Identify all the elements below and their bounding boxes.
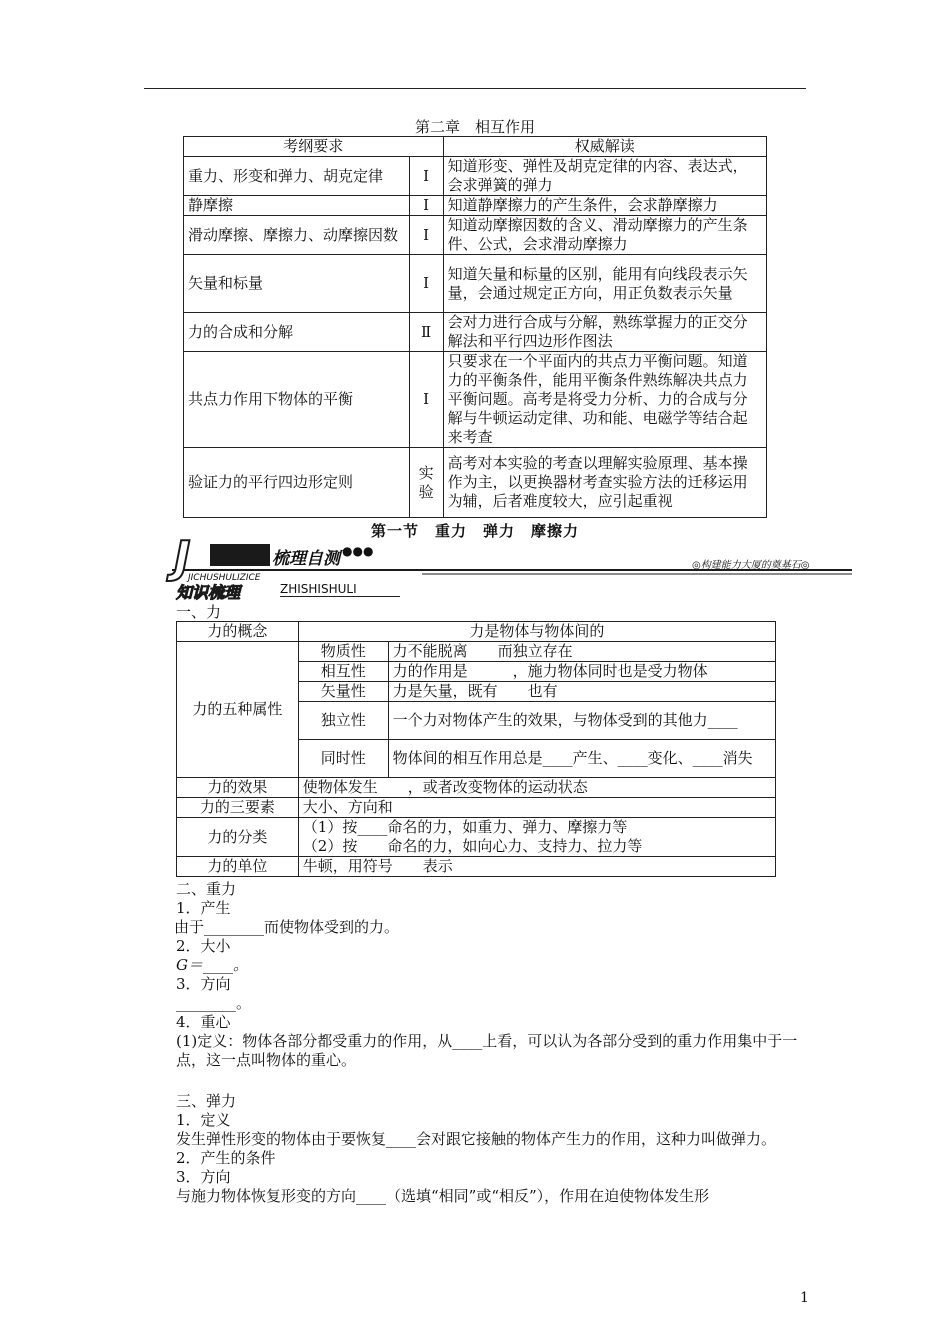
chapter-title: 第二章 相互作用 [414, 118, 535, 136]
section-banner [172, 532, 852, 602]
outline-topic: 力的合成和分解 [184, 313, 410, 352]
outline-note: 高考对本实验的考查以理解实验原理、基本操作为主，以更换器材考查实验方法的迁移运用为辅，后者难度较大，应引起重视 [443, 448, 766, 518]
gravity-item-label: 2．大小 [176, 937, 231, 955]
gravity-item-label: 1．产生 [176, 899, 231, 917]
attribute-text: 物体间的相互作用总是____产生、____变化、____消失 [388, 740, 775, 778]
attribute-name: 独立性 [298, 702, 388, 740]
table-row [177, 622, 776, 642]
gravity-item-text: ________。 [176, 994, 252, 1012]
attribute-text: 力是矢量，既有 也有 [388, 682, 775, 702]
outline-topic: 矢量和标量 [184, 255, 410, 313]
outline-topic: 共点力作用下物体的平衡 [184, 352, 410, 448]
elastic-item-text: 发生弹性形变的物体由于要恢复____会对跟它接触的物体产生力的作用，这种力叫做弹力。 [176, 1130, 777, 1148]
force-elements-label: 力的三要素 [177, 798, 299, 818]
outline-topic: 验证力的平行四边形定则 [184, 448, 410, 518]
force-table [176, 621, 776, 877]
force-classify-text [298, 818, 775, 857]
elastic-item-label: 1．定义 [176, 1111, 231, 1129]
outline-level: 实验 [409, 448, 443, 518]
force-concept-text: 力是物体与物体间的 [298, 622, 775, 642]
force-concept-label: 力的概念 [177, 622, 299, 642]
page-number: 1 [800, 1290, 809, 1306]
outline-note: 知道动摩擦因数的含义、滑动摩擦力的产生条件、公式，会求滑动摩擦力 [443, 216, 766, 255]
outline-note: 只要求在一个平面内的共点力平衡问题。知道力的平衡条件，能用平衡条件熟练解决共点力平衡问题。高考是将受力分析、力的合成与分解与牛顿运动定律、功和能、电磁学等结合起来考查 [443, 352, 766, 448]
gravity-item-label: 3．方向 [176, 975, 231, 993]
banner-subtitle-pinyin: ZHISHISHULI [280, 582, 400, 597]
table-row [184, 157, 767, 196]
force-classify-label: 力的分类 [177, 818, 299, 857]
gravity-item-text: (1)定义：物体各部分都受重力的作用，从____上看，可以认为各部分受到的重力作用集中于一点，这一点叫物体的重心。 [176, 1032, 798, 1069]
table-row [184, 448, 767, 518]
banner-dots: ●●● [342, 544, 374, 558]
gravity-item-text: G＝____。 [176, 956, 248, 974]
force-effect-text: 使物体发生 ，或者改变物体的运动状态 [298, 778, 775, 798]
outline-header-row [184, 137, 767, 157]
outline-topic: 滑动摩擦、摩擦力、动摩擦因数 [184, 216, 410, 255]
force-elements-text: 大小、方向和 [298, 798, 775, 818]
force-effect-label: 力的效果 [177, 778, 299, 798]
outline-header-interpretation: 权威解读 [443, 137, 766, 157]
banner-slogan: ◎构建能力大厦的奠基石◎ [692, 560, 810, 571]
classify-line: （2）按 命名的力，如向心力、支持力、拉力等 [302, 837, 643, 855]
gravity-heading: 二、重力 [176, 880, 237, 898]
table-row [184, 313, 767, 352]
gravity-item-label: 4．重心 [176, 1013, 231, 1031]
elastic-heading: 三、弹力 [176, 1092, 237, 1110]
attribute-text: 一个力对物体产生的效果，与物体受到的其他力____ [388, 702, 775, 740]
outline-header-requirements: 考纲要求 [184, 137, 444, 157]
outline-topic: 静摩擦 [184, 196, 410, 216]
outline-note: 知道矢量和标量的区别，能用有向线段表示矢量，会通过规定正方向，用正负数表示矢量 [443, 255, 766, 313]
outline-level: Ⅰ [409, 352, 443, 448]
gravity-item-text: 由于________而使物体受到的力。 [174, 918, 400, 936]
classify-line: （1）按____命名的力，如重力、弹力、摩擦力等 [302, 818, 628, 836]
force-attributes-label: 力的五种属性 [177, 642, 299, 778]
attribute-name: 相互性 [298, 662, 388, 682]
outline-note: 会对力进行合成与分解，熟练掌握力的正交分解法和平行四边形作图法 [443, 313, 766, 352]
gravity-section [176, 880, 806, 1070]
attribute-name: 物质性 [298, 642, 388, 662]
table-row [184, 255, 767, 313]
banner-title: 梳理自测 [272, 549, 340, 569]
attribute-text: 力不能脱离 而独立存在 [388, 642, 775, 662]
elastic-item-text: 与施力物体恢复形变的方向____（选填“相同”或“相反”），作用在迫使物体发生形 [176, 1187, 710, 1205]
table-row [177, 857, 776, 877]
outline-topic: 重力、形变和弹力、胡克定律 [184, 157, 410, 196]
attribute-name: 矢量性 [298, 682, 388, 702]
banner-pinyin: JICHUSHULIZICE [188, 573, 261, 583]
table-row [177, 818, 776, 857]
attribute-name: 同时性 [298, 740, 388, 778]
outline-table [183, 136, 767, 518]
outline-level: Ⅱ [409, 313, 443, 352]
outline-note: 知道形变、弹性及胡克定律的内容、表达式，会求弹簧的弹力 [443, 157, 766, 196]
elastic-section [176, 1092, 806, 1206]
header-rule [144, 88, 806, 89]
force-unit-label: 力的单位 [177, 857, 299, 877]
outline-level: Ⅰ [409, 157, 443, 196]
elastic-item-label: 3．方向 [176, 1168, 231, 1186]
section-title: 第一节 重力 弹力 摩擦力 [370, 522, 579, 540]
table-row [177, 778, 776, 798]
outline-level: Ⅰ [409, 216, 443, 255]
outline-note: 知道静摩擦力的产生条件，会求静摩擦力 [443, 196, 766, 216]
attribute-text: 力的作用是 ，施力物体同时也是受力物体 [388, 662, 775, 682]
table-row [177, 798, 776, 818]
outline-level: Ⅰ [409, 196, 443, 216]
banner-subtitle: 知识梳理 [176, 583, 241, 602]
force-unit-text: 牛顿，用符号 表示 [298, 857, 775, 877]
table-row [184, 216, 767, 255]
table-row [184, 196, 767, 216]
outline-level: Ⅰ [409, 255, 443, 313]
banner-big-letter: J [174, 532, 191, 583]
table-row [184, 352, 767, 448]
part1-heading: 一、力 [176, 603, 222, 621]
elastic-item-label: 2．产生的条件 [176, 1149, 276, 1167]
table-row [177, 642, 776, 662]
